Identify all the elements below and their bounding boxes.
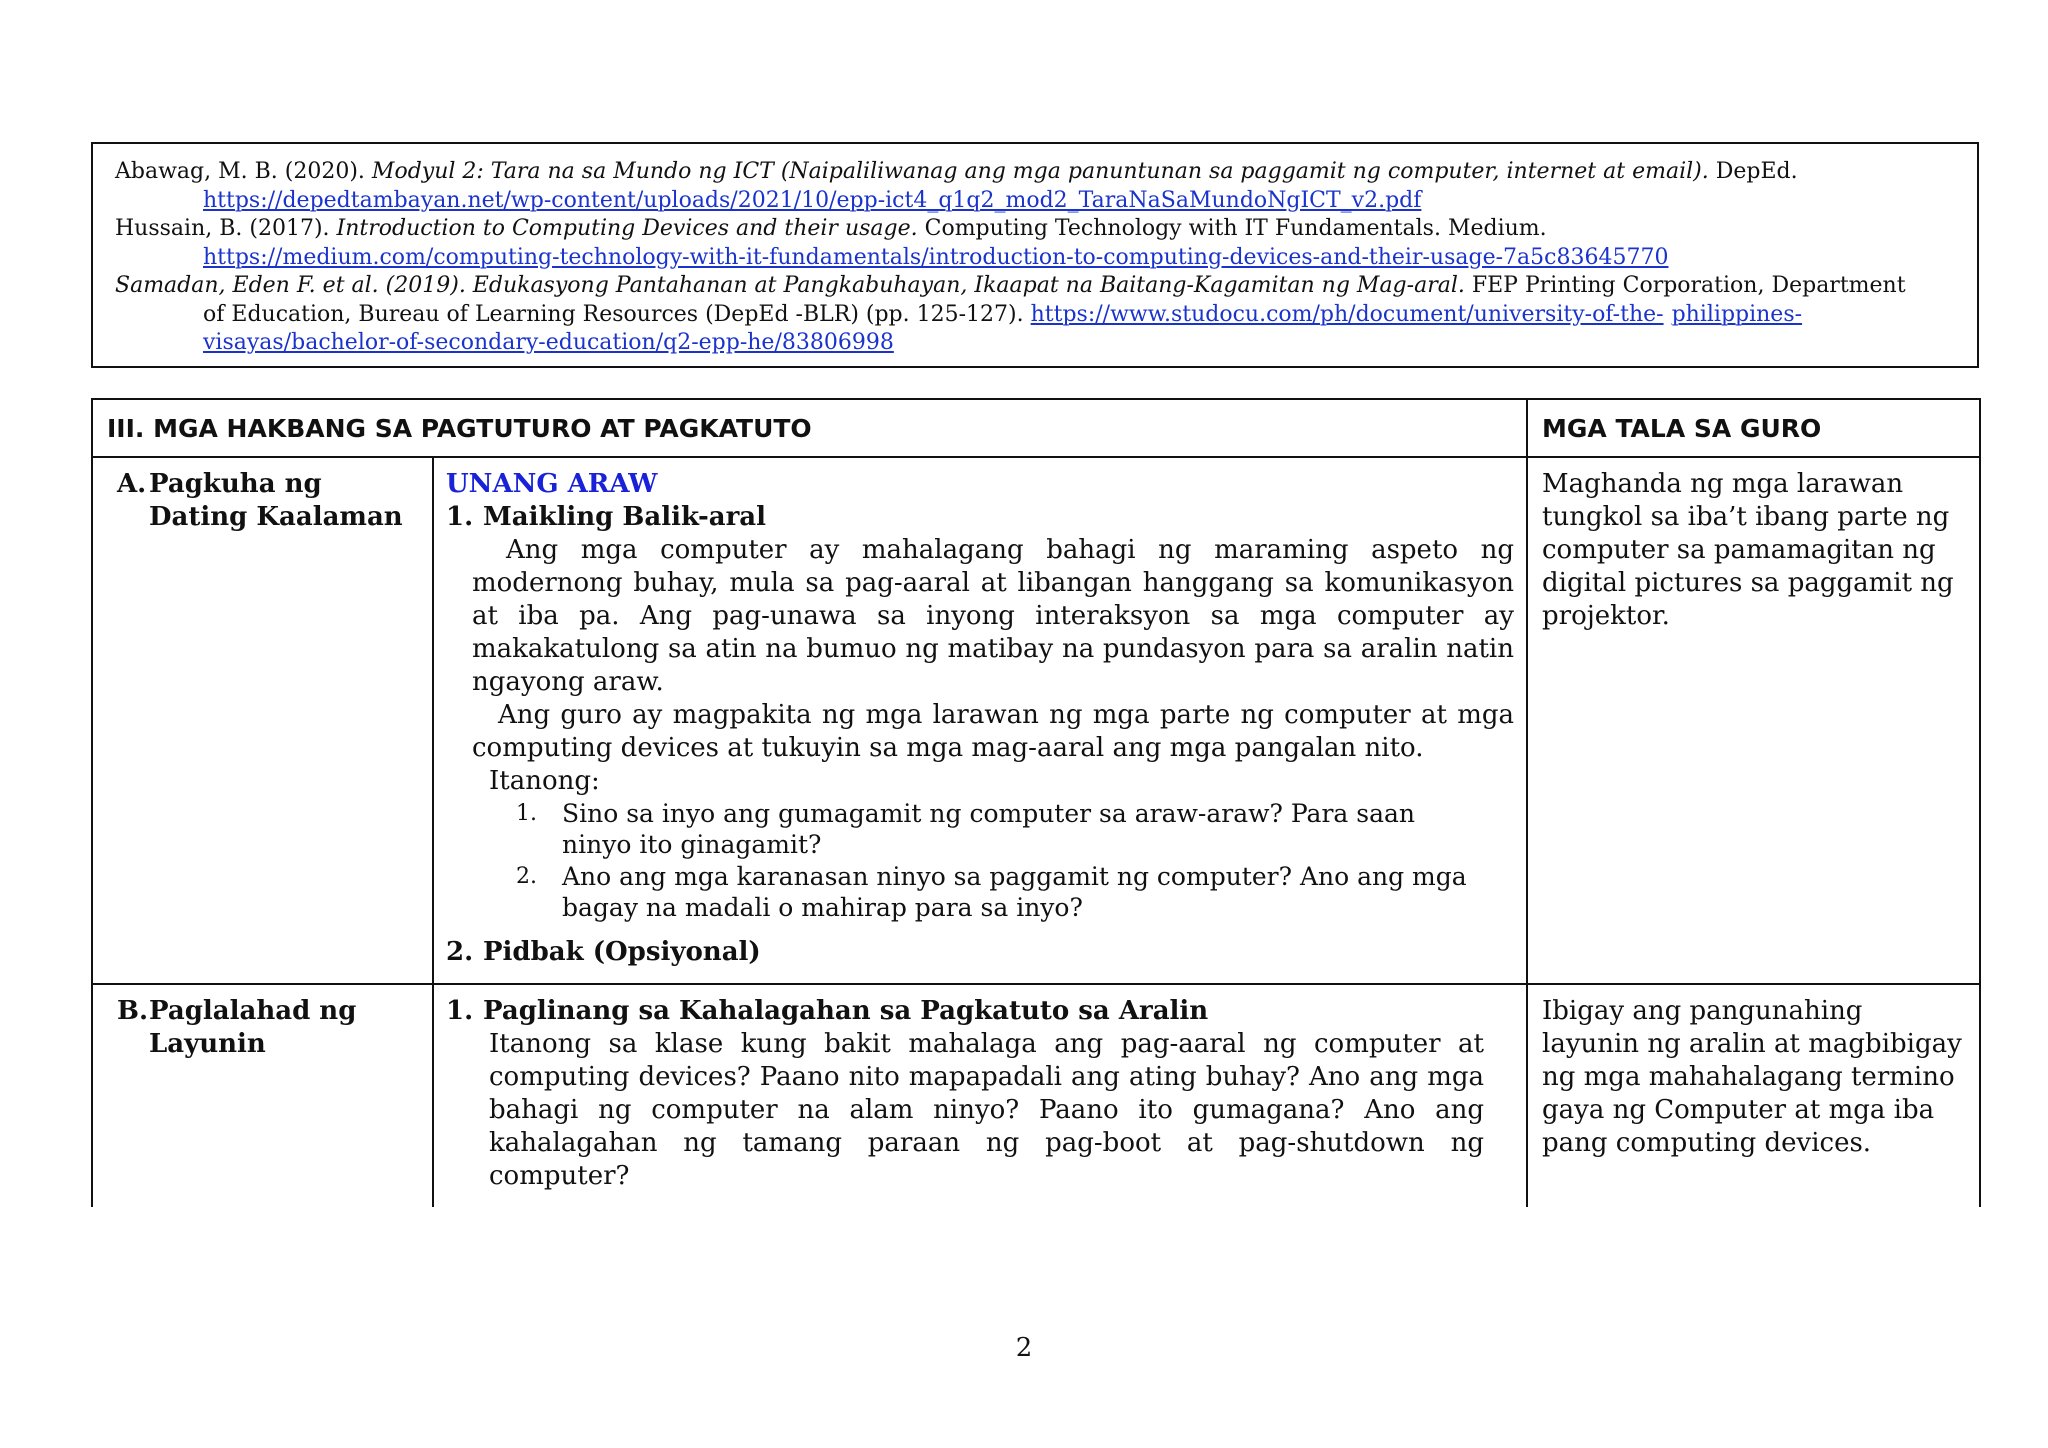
reference-publisher: DepEd. bbox=[1708, 159, 1798, 184]
reference-link[interactable]: https://www.studocu.com/ph/document/university-of-the- bbox=[1030, 301, 1664, 327]
row-label bbox=[92, 984, 433, 1207]
row-letter: B. bbox=[117, 996, 149, 1026]
reference-title: Introduction to Computing Devices and their usage. bbox=[336, 216, 918, 241]
question-text: Sino sa inyo ang gumagamit ng computer sa araw-araw? Para saan ninyo ito ginagamit? bbox=[562, 799, 1415, 859]
row-label-text: Pagkuha ng Dating Kaalaman bbox=[149, 469, 403, 532]
teacher-notes: Ibigay ang pangunahing layunin ng aralin at magbibigay ng mga mahahalagang termino gaya ng Computer at mga iba pang computing devices. bbox=[1527, 984, 1980, 1207]
reference-link[interactable]: https://medium.com/computing-technology-with-it-fundamentals/introduction-to-computing-devices-and-their-usage-7a5c83645770 bbox=[203, 244, 1669, 270]
list-item bbox=[516, 861, 1484, 923]
reference-entry bbox=[115, 158, 1955, 215]
teacher-notes: Maghanda ng mga larawan tungkol sa iba’t ibang parte ng computer sa pamamagitan ng digital pictures sa paggamit ng projektor. bbox=[1527, 457, 1980, 984]
table-row bbox=[92, 457, 1980, 984]
reference-publisher: FEP Printing Corporation, Department bbox=[1464, 273, 1906, 298]
day-heading: UNANG ARAW bbox=[446, 469, 658, 499]
references-box bbox=[91, 142, 1979, 368]
row-content bbox=[433, 457, 1527, 984]
reference-entry bbox=[115, 272, 1955, 358]
reference-author: Hussain, B. (2017). bbox=[115, 216, 337, 241]
question-list bbox=[446, 798, 1514, 923]
section-number: 1. bbox=[446, 996, 474, 1026]
section-title: Pidbak (Opsiyonal) bbox=[483, 937, 761, 967]
reference-entry bbox=[115, 215, 1955, 272]
row-letter: A. bbox=[117, 469, 147, 499]
paragraph: Ang guro ay magpakita ng mga larawan ng mga parte ng computer at mga computing devices at tukuyin sa mga mag-aaral ang mga pangalan nito. bbox=[472, 700, 1514, 763]
paragraph: Itanong sa klase kung bakit mahalaga ang pag-aaral ng computer at computing devices? Paano nito mapapadali ang ating buhay? Ano ang mga bahagi ng computer na alam ninyo? Paano ito gumagana? Ano ang kahalagahan ng tamang paraan ng pag-boot at pag-shutdown ng computer? bbox=[489, 1029, 1484, 1191]
section-heading bbox=[446, 936, 1514, 969]
paragraph: Ang mga computer ay mahalagang bahagi ng maraming aspeto ng modernong buhay, mula sa pag-aaral at libangan hanggang sa komunikasyon at iba pa. Ang pag-unawa sa inyong interaksyon sa mga computer ay makakatulong sa atin na bumuo ng matibay na pundasyon para sa aralin natin ngayong araw. bbox=[472, 535, 1514, 697]
question-number: 2. bbox=[516, 864, 537, 889]
row-content bbox=[433, 984, 1527, 1207]
question-number: 1. bbox=[516, 801, 537, 826]
reference-publisher: Computing Technology with IT Fundamentals. Medium. bbox=[917, 216, 1547, 241]
section-heading bbox=[446, 995, 1514, 1028]
section-number: 1. bbox=[446, 502, 474, 532]
header-main: III. MGA HAKBANG SA PAGTUTURO AT PAGKATUTO bbox=[92, 399, 1527, 457]
header-notes: MGA TALA SA GURO bbox=[1527, 399, 1980, 457]
reference-publisher-cont: of Education, Bureau of Learning Resources (DepEd -BLR) (pp. 125-127). bbox=[203, 301, 1031, 327]
question-text: Ano ang mga karanasan ninyo sa paggamit ng computer? Ano ang mga bagay na madali o mahirap para sa inyo? bbox=[562, 862, 1467, 922]
reference-link[interactable]: https://depedtambayan.net/wp-content/uploads/2021/10/epp-ict4_q1q2_mod2_TaraNaSaMundoNgICT_v2.pdf bbox=[203, 187, 1422, 213]
lesson-plan-table bbox=[91, 398, 1981, 1207]
section-number: 2. bbox=[446, 937, 474, 967]
reference-title: Modyul 2: Tara na sa Mundo ng ICT (Naipaliliwanag ang mga panuntunan sa paggamit ng computer, internet at email). bbox=[371, 159, 1709, 184]
reference-title: Samadan, Eden F. et al. (2019). Edukasyong Pantahanan at Pangkabuhayan, Ikaapat na Baitang-Kagamitan ng Mag-aral. bbox=[115, 273, 1465, 298]
table-header-row bbox=[92, 399, 1980, 457]
section-heading bbox=[446, 501, 1514, 534]
table-row bbox=[92, 984, 1980, 1207]
section-title: Maikling Balik-aral bbox=[483, 502, 767, 532]
row-label-text: Paglalahad ng Layunin bbox=[149, 996, 357, 1059]
page-number: 2 bbox=[1015, 1333, 1033, 1363]
ask-label: Itanong: bbox=[489, 766, 600, 796]
section-title: Paglinang sa Kahalagahan sa Pagkatuto sa Aralin bbox=[483, 996, 1209, 1026]
row-label bbox=[92, 457, 433, 984]
list-item bbox=[516, 798, 1484, 860]
reference-link[interactable]: philippines- bbox=[1671, 301, 1803, 327]
reference-link[interactable]: visayas/bachelor-of-secondary-education/q2-epp-he/83806998 bbox=[203, 330, 894, 355]
reference-author: Abawag, M. B. (2020). bbox=[115, 159, 372, 184]
